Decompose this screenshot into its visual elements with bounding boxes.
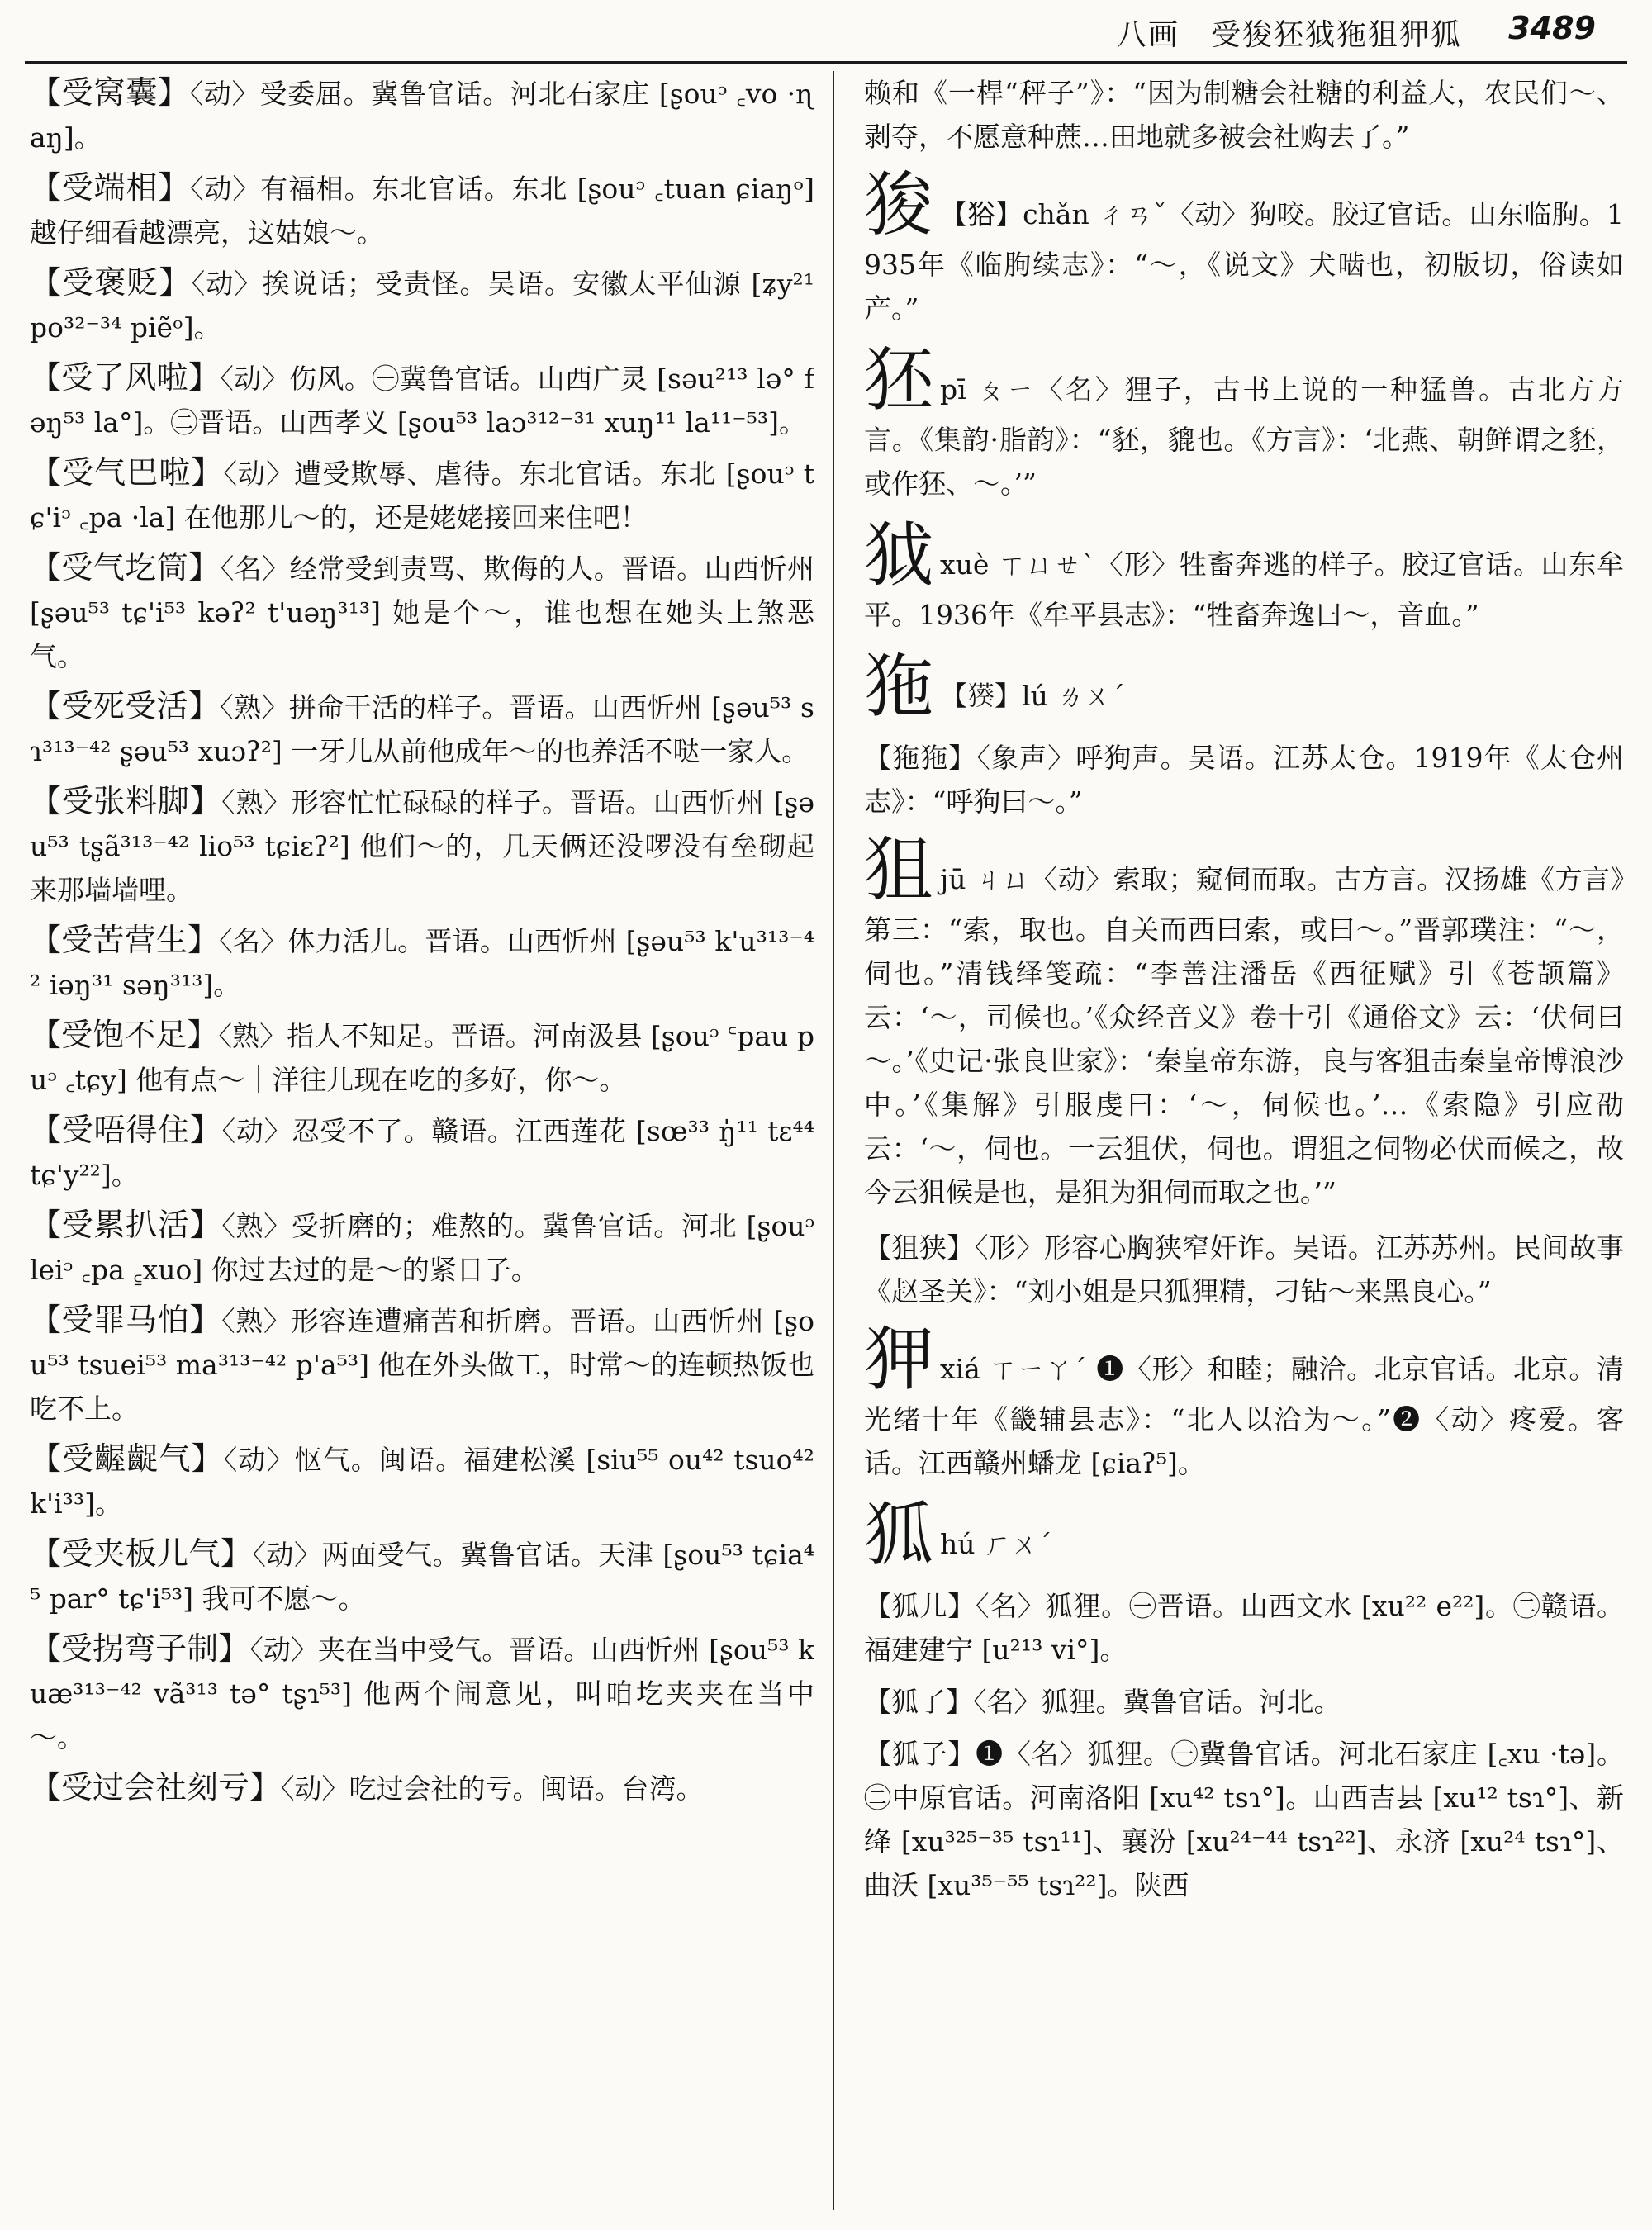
dictionary-entry [30,356,814,444]
character-entry [864,339,1624,505]
dictionary-entry [30,1437,814,1525]
character-entry [864,829,1624,1214]
entry-character: 狙 [864,829,934,910]
entry-definition: 〈动〉遭受欺辱、虐待。东北官话。东北 [ʂouᵓ tɕ'iᵓ ꜀pa ·la] 在他那儿～的，还是姥姥接回来住吧！ [30,458,814,534]
entry-definition: 【𤞞】chǎn ㄔㄢˇ〈动〉狗咬。胶辽官话。山东临朐。1935年《临朐续志》：“～，《说文》犬啮也，初版切，俗读如产。” [864,198,1624,325]
entry-headword: 【受齷齪气】 [30,1440,224,1477]
entry-headword: 【受褒贬】 [30,264,192,301]
entry-definition: 〈名〉狐狸。冀鲁官话。河北。 [973,1686,1341,1718]
dictionary-entry [30,1013,814,1102]
entry-headword: 【受罪马怕】 [30,1302,222,1338]
dictionary-entry [30,1532,814,1620]
entry-headword: 【狐子】 [864,1738,976,1770]
left-column [30,71,814,2218]
entry-headword: 【受张料脚】 [30,783,222,819]
entry-headword: 【受气巴啦】 [30,454,224,491]
entry-definition: 〈熟〉形容连遭痛苦和折磨。晋语。山西忻州 [ʂou⁵³ tsuei⁵³ ma³¹³⁻⁴² p'a⁵³] 他在外头做工，时常～的连顿热饭也吃不上。 [30,1305,814,1425]
character-entry [864,164,1624,330]
entry-definition: 〈动〉吃过会社的亏。闽语。台湾。 [281,1772,704,1805]
dictionary-entry [864,1584,1624,1672]
entry-definition: 〈名〉狐狸。㊀晋语。山西文水 [xu²² e²²]。㊁赣语。福建建宁 [u²¹³ vi°]。 [864,1590,1624,1666]
entry-headword: 【受端相】 [30,169,191,206]
entry-headword: 【受了风啦】 [30,359,221,396]
entry-definition: 〈动〉两面受气。冀鲁官话。天津 [ʂou⁵³ tɕia⁴⁵ par° tɕ'i⁵³] 我可不愿～。 [30,1539,814,1615]
entry-character: 狉 [864,339,934,420]
dictionary-entry [30,1108,814,1197]
dictionary-entry [30,71,814,159]
entry-definition: xiá ㄒㄧㄚˊ ❶〈形〉和睦；融洽。北京官话。北京。清光绪十年《畿辅县志》：“北人以洽为～。”❷〈动〉疼爱。客话。江西赣州蟠龙 [ɕiaʔ⁵]。 [864,1353,1624,1479]
dictionary-entry [864,1226,1624,1313]
dictionary-entry [30,1627,814,1759]
entry-character: 狻 [864,164,934,245]
right-column [864,71,1624,2218]
dictionary-entry [30,685,814,773]
dictionary-entry [30,166,814,254]
entry-definition: 〈动〉挨说话；受责怪。吴语。安徽太平仙源 [ʑy²¹ po³²⁻³⁴ piẽᵒ]。 [30,268,814,344]
entry-character: 狐 [864,1494,934,1575]
entry-character: 狏 [864,646,934,727]
entry-definition: 〈名〉经常受到责骂、欺侮的人。晋语。山西忻州 [ʂəu⁵³ tɕ'i⁵³ kəʔ² t'uəŋ³¹³] 她是个～，谁也想在她头上煞恶气。 [30,553,814,672]
entry-character: 狎 [864,1319,934,1400]
entry-headword: 【狙狭】 [864,1231,975,1264]
entry-definition: 〈动〉有福相。东北官话。东北 [ʂouᵓ ꜀tuan ɕiaŋᵒ] 越仔细看越漂亮，这姑娘～。 [30,173,814,249]
entry-character: 狘 [864,515,934,595]
entry-headword: 【受拐弯子制】 [30,1630,250,1667]
entry-definition: ❶〈名〉狐狸。㊀冀鲁官话。河北石家庄 [꜀xu ·tə]。㊁中原官话。河南洛阳 [xu⁴² tsɿ°]。山西吉县 [xu¹² tsɿ°]、新绛 [xu³²⁵⁻³⁵ tsɿ¹¹]、襄汾 [xu²⁴⁻⁴⁴ tsɿ²²]、永济 [xu²⁴ tsɿ°]、曲沃 [xu³⁵⁻⁵⁵ tsɿ²²]。陕西 [864,1738,1624,1901]
entry-definition: 〈熟〉形容忙忙碌碌的样子。晋语。山西忻州 [ʂəu⁵³ tʂã³¹³⁻⁴² lio⁵³ tɕiɛʔ²] 他们～的，几天俩还没啰没有垒砌起来那墙墙哩。 [30,786,814,906]
section-title: 八画 受狻狉狘狏狙狎狐 [1116,18,1462,52]
entry-headword: 【狏狏】 [864,742,977,774]
character-entry [864,1494,1624,1575]
entry-headword: 【受唔得住】 [30,1112,222,1148]
entry-definition: hú ㄏㄨˊ [940,1528,1052,1560]
entry-headword: 【受气圪筒】 [30,549,221,586]
entry-definition: 〈形〉形容心胸狭窄奸诈。吴语。江苏苏州。民间故事《赵圣关》：“刘小姐是只狐狸精，刁钻～来黑良心。” [864,1231,1624,1307]
column-divider [833,71,834,2210]
dictionary-entry [864,1680,1624,1724]
entry-definition: 〈名〉体力活儿。晋语。山西忻州 [ʂəu⁵³ k'u³¹³⁻⁴² iəŋ³¹ səŋ³¹³]。 [30,925,814,1001]
dictionary-entry [30,451,814,539]
entry-definition: 〈动〉忍受不了。赣语。江西莲花 [sœ³³ ŋ̍¹¹ tɛ⁴⁴ tɕ'y²²]。 [30,1115,814,1191]
entry-definition: 〈象声〉呼狗声。吴语。江苏太仓。1919年《太仓州志》：“呼狗曰～。” [864,742,1624,818]
entry-headword: 【受过会社刻亏】 [30,1769,282,1805]
dictionary-entry [30,918,814,1007]
entry-definition: 〈动〉受委屈。冀鲁官话。河北石家庄 [ʂouᵓ ꜀vo ·ɳaŋ]。 [30,78,814,154]
entry-definition: 〈动〉怄气。闽语。福建松溪 [siu⁵⁵ ou⁴² tsuo⁴² k'i³³]。 [30,1444,814,1520]
page-number: 3489 [1508,10,1596,46]
character-entry [864,1321,1624,1485]
entry-definition: 〈熟〉受折磨的；难熬的。冀鲁官话。河北 [ʂouᵓ leiᵓ ꜀pa ꜁xuo] 你过去过的是～的紧日子。 [30,1210,814,1286]
header-rule [25,61,1627,64]
character-entry [864,517,1624,637]
entry-headword: 【受死受活】 [30,688,221,724]
entry-definition: xuè ㄒㄩㄝˋ〈形〉牲畜奔逃的样子。胶辽官话。山东牟平。1936年《牟平县志》：“牲畜奔逸曰～，音血。” [864,548,1624,631]
character-entry [864,646,1624,727]
entry-headword: 【受饱不足】 [30,1017,219,1053]
entry-definition: 〈熟〉拼命干活的样子。晋语。山西忻州 [ʂəu⁵³ sɿ³¹³⁻⁴² ʂəu⁵³ xuɔʔ²] 一牙儿从前他成年～的也养活不哒一家人。 [30,691,814,767]
entry-headword: 【受累扒活】 [30,1207,222,1243]
dictionary-entry [864,736,1624,823]
dictionary-entry [30,780,814,912]
entry-definition: 〈动〉夹在当中受气。晋语。山西忻州 [ʂou⁵³ kuæ³¹³⁻⁴² vã³¹³ tə° tʂɿ⁵³] 他两个闹意见，叫咱圪夹夹在当中～。 [30,1634,814,1753]
entry-definition: 〈动〉伤风。㊀冀鲁官话。山西广灵 [səu²¹³ lə° fəŋ⁵³ la°]。㊁晋语。山西孝义 [ʂou⁵³ laɔ³¹²⁻³¹ xuŋ¹¹ la¹¹⁻⁵³]。 [30,363,814,439]
entry-definition: 〈熟〉指人不知足。晋语。河南汲县 [ʂouᵓ ꜂pau puᵓ ꜀tɕy] 他有点～｜洋往儿现在吃的多好，你～。 [30,1020,814,1096]
dictionary-entry [30,1203,814,1292]
entry-headword: 【狐了】 [864,1686,973,1718]
continued-text: 赖和《一桿“秤子”》：“因为制糖会社糖的利益大，农民们～、剥夺，不愿意种蔗…田地就多被会社购去了。” [864,77,1624,153]
dictionary-entry [30,1766,814,1810]
dictionary-entry [30,546,814,678]
entry-definition: 【𤢑】lú ㄌㄨˊ [940,680,1125,712]
dictionary-entry [30,261,814,349]
entry-headword: 【狐儿】 [864,1590,976,1622]
entry-definition: pī ㄆㄧ〈名〉狸子，古书上说的一种猛兽。古北方方言。《集韵·脂韵》：“豾，貔也。《方言》：‘北燕、朝鲜谓之豾，或作狉、～。’” [864,373,1624,500]
entry-headword: 【受夹板儿气】 [30,1535,253,1572]
page-header [0,0,1652,66]
dictionary-entry [864,1732,1624,1907]
entry-headword: 【受窝囊】 [30,74,190,111]
dictionary-entry [30,1298,814,1431]
entry-definition: jū ㄐㄩ〈动〉索取；窥伺而取。古方言。汉扬雄《方言》第三：“索，取也。自关而西曰索，或曰～。”晋郭璞注：“～，伺也。”清钱绎笺疏：“李善注潘岳《西征赋》引《苍颉篇》云：‘～，司候也。’《众经音义》卷十引《通俗文》云：‘伏伺曰～。’《史记·张良世家》：‘秦皇帝东游，良与客狙击秦皇帝博浪沙中。’《集解》引服虔曰：‘～，伺候也。’…《索隐》引应劭云：‘～，伺也。一云狙伏，伺也。谓狙之伺物必伏而候之，故今云狙候是也，是狙为狙伺而取之也。’” [864,863,1624,1208]
entry-headword: 【受苦营生】 [30,922,220,958]
